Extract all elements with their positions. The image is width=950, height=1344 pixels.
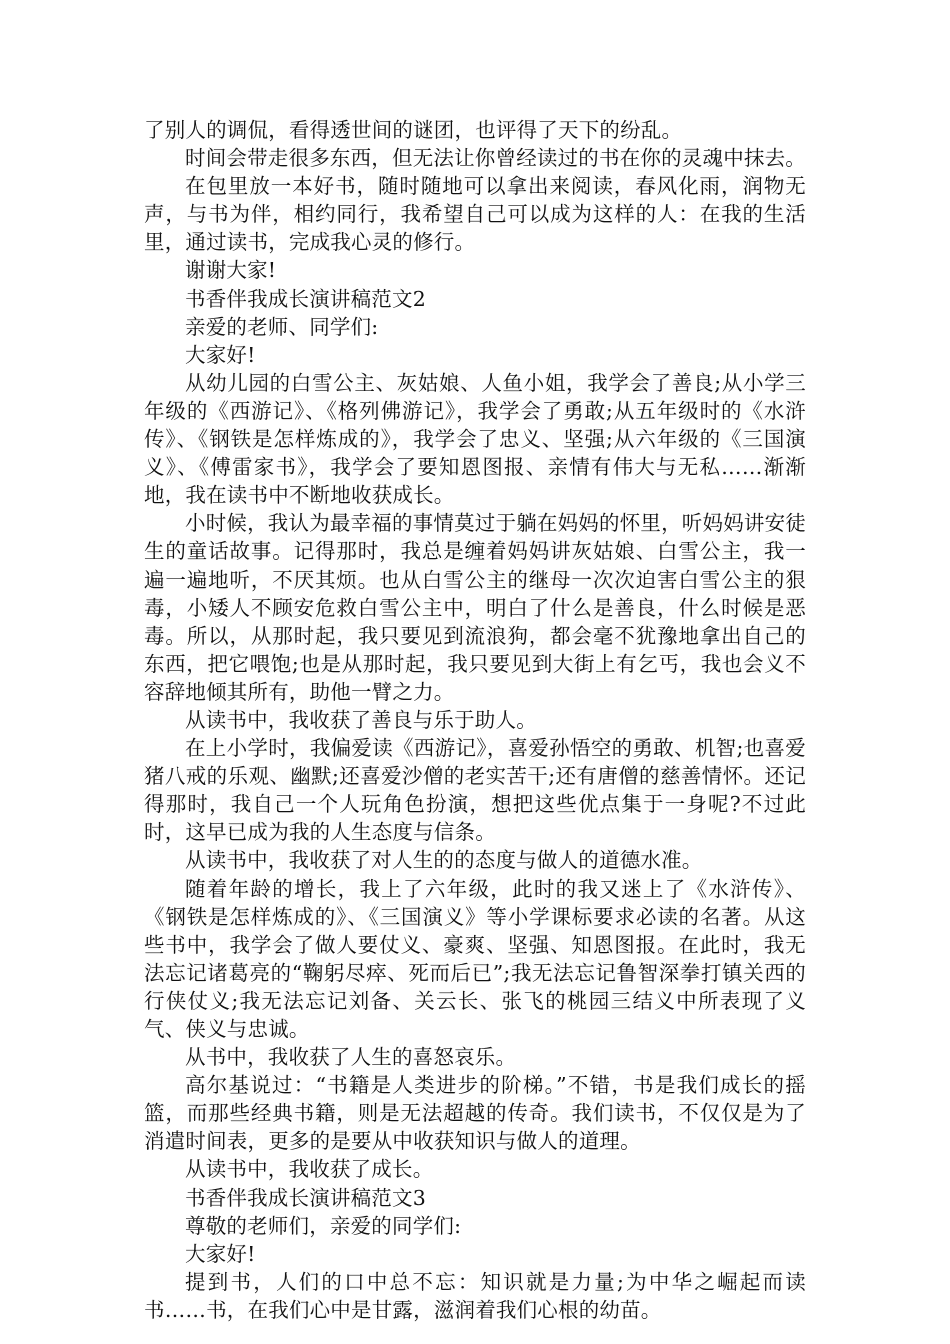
- paragraph-15: 高尔基说过：“书籍是人类进步的阶梯。”不错，书是我们成长的摇篮，而那些经典书籍，则是无法超越的传奇。我们读书，不仅仅是为了消遣时间表，更多的是要从中收获知识与做人的道理。: [144, 1073, 806, 1154]
- greeting-3: 大家好!: [185, 1241, 256, 1266]
- paragraph-10: 从读书中，我收获了善良与乐于助人。: [185, 707, 537, 732]
- salutation-2: 亲爱的老师、同学们:: [185, 314, 379, 339]
- paragraph-20: 提到书，人们的口中总不忘：知识就是力量;为中华之崛起而读书……书，在我们心中是甘露，滋润着我们心根的幼苗。: [144, 1269, 806, 1322]
- paragraph-12: 从读书中，我收获了对人生的的态度与做人的道德水准。: [185, 848, 703, 873]
- paragraph-1: 了别人的调侃，看得透世间的谜团，也评得了天下的纷乱。: [144, 118, 683, 142]
- section-title-2: 书香伴我成长演讲稿范文2: [185, 286, 426, 311]
- document-body: [144, 116, 806, 1324]
- paragraph-11: 在上小学时，我偏爱读《西游记》，喜爱孙悟空的勇敢、机智;也喜爱猪八戒的乐观、幽默;还喜爱沙僧的老实苦干;还有唐僧的慈善情怀。还记得那时，我自己一个人玩角色扮演，想把这些优点集于一身呢?不过此时，这早已成为我的人生态度与信条。: [144, 736, 806, 845]
- paragraph-14: 从书中，我收获了人生的喜怒哀乐。: [185, 1045, 517, 1070]
- paragraph-13: 随着年龄的增长，我上了六年级，此时的我又迷上了《水浒传》、《钢铁是怎样炼成的》、《三国演义》等小学课标要求必读的名著。从这些书中，我学会了做人要仗义、豪爽、坚强、知恩图报。在此时，我无法忘记诸葛亮的“鞠躬尽瘁、死而后已”;我无法忘记鲁智深拳打镇关西的行侠仗义;我无法忘记刘备、关云长、张飞的桃园三结义中所表现了义气、侠义与忠诚。: [144, 876, 806, 1041]
- paragraph-9: 小时候，我认为最幸福的事情莫过于躺在妈妈的怀里，听妈妈讲安徒生的童话故事。记得那时，我总是缠着妈妈讲灰姑娘、白雪公主，我一遍一遍地听，不厌其烦。也从白雪公主的继母一次次迫害白雪公主的狠毒，小矮人不顾安危救白雪公主中，明白了什么是善良，什么时候是恶毒。所以，从那时起，我只要见到流浪狗，都会毫不犹豫地拿出自己的东西，把它喂饱;也是从那时起，我只要见到大街上有乞丐，我也会义不容辞地倾其所有，助他一臂之力。: [144, 511, 806, 704]
- closing-thanks: 谢谢大家!: [185, 258, 277, 283]
- section-title-3: 书香伴我成长演讲稿范文3: [185, 1185, 426, 1210]
- paragraph-16: 从读书中，我收获了成长。: [185, 1157, 434, 1182]
- paragraph-3: 在包里放一本好书，随时随地可以拿出来阅读，春风化雨，润物无声，与书为伴，相约同行，我希望自己可以成为这样的人：在我的生活里，通过读书，完成我心灵的修行。: [144, 174, 806, 255]
- paragraph-2: 时间会带走很多东西，但无法让你曾经读过的书在你的灵魂中抹去。: [185, 146, 806, 171]
- greeting-2: 大家好!: [185, 342, 256, 367]
- paragraph-8: 从幼儿园的白雪公主、灰姑娘、人鱼小姐，我学会了善良;从小学三年级的《西游记》、《格列佛游记》，我学会了勇敢;从五年级时的《水浒传》、《钢铁是怎样炼成的》，我学会了忠义、坚强;从六年级的《三国演义》、《傅雷家书》，我学会了要知恩图报、亲情有伟大与无私……渐渐地，我在读书中不断地收获成长。: [144, 370, 806, 508]
- salutation-3: 尊敬的老师们，亲爱的同学们:: [185, 1213, 462, 1238]
